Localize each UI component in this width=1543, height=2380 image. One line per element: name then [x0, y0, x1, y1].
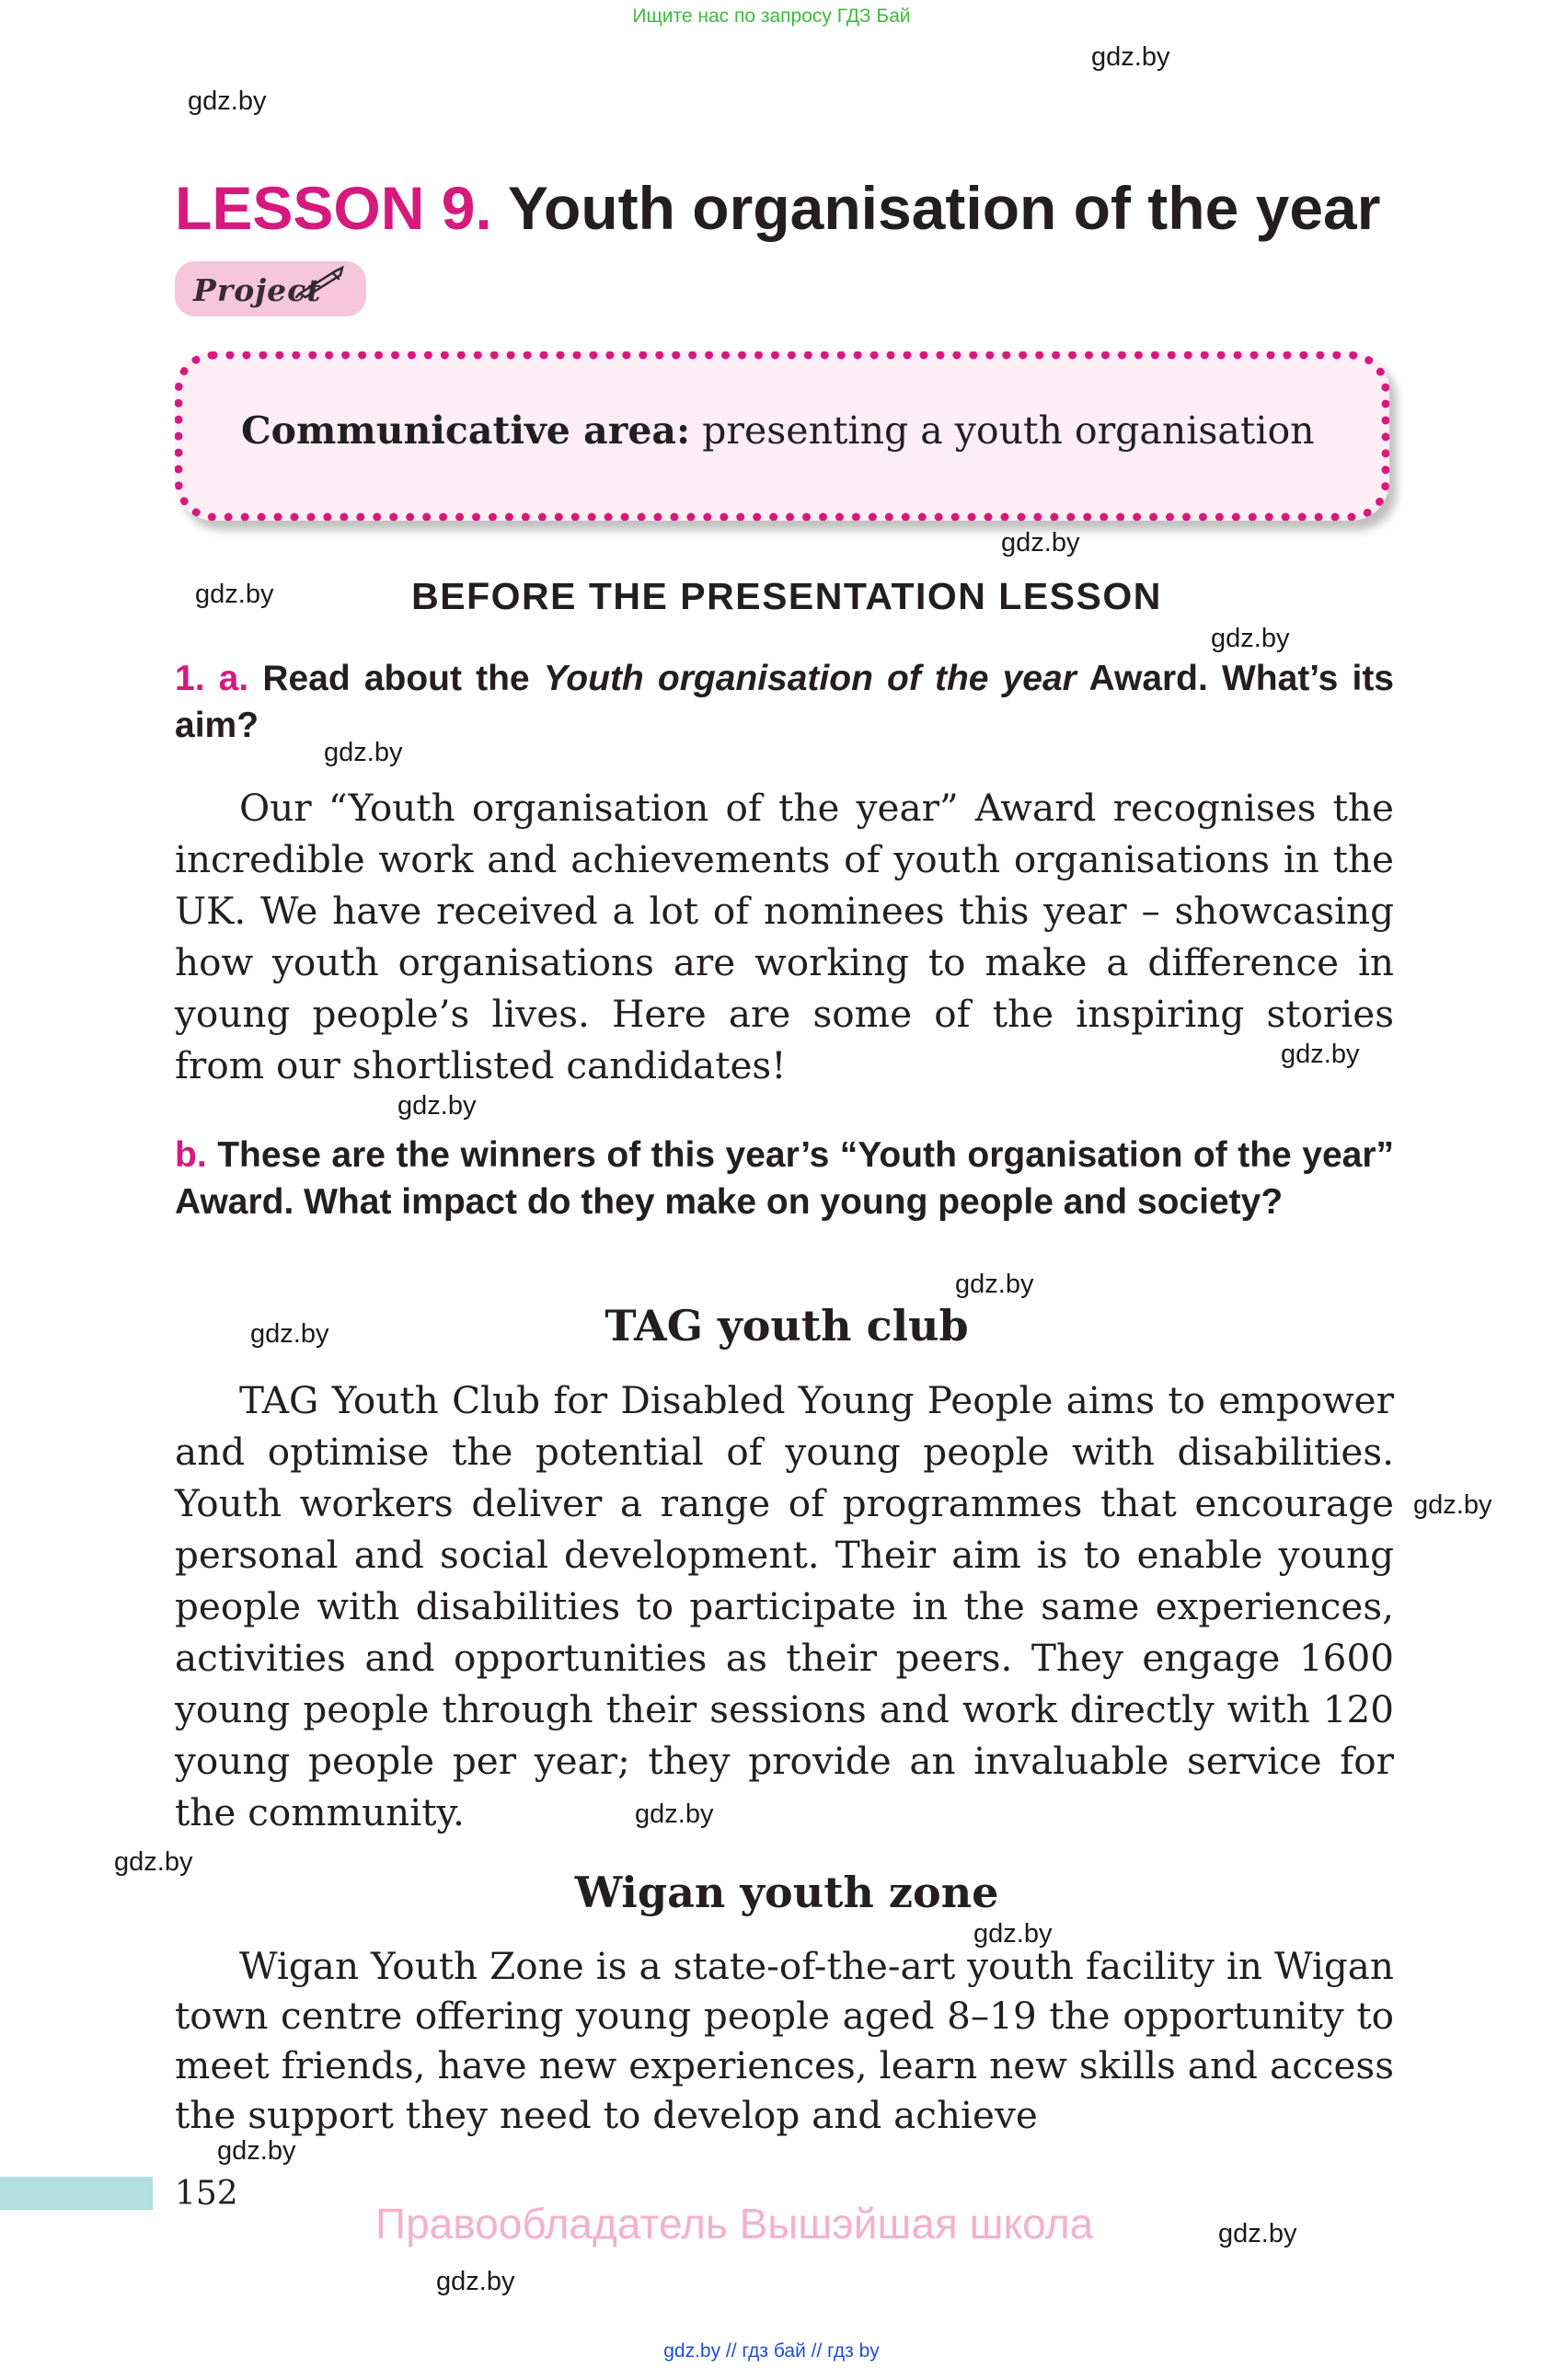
task-1a-text-after: Award. What’s its aim?: [175, 659, 1394, 745]
watermark: gdz.by: [973, 1919, 1053, 1949]
watermark: gdz.by: [1413, 1490, 1492, 1520]
watermark: gdz.by: [397, 1091, 477, 1121]
footer-links[interactable]: gdz.by // гдз бай // гдз by: [663, 2340, 880, 2362]
page-number: 152: [175, 2175, 238, 2213]
task-1a-number: 1. a.: [175, 659, 249, 698]
watermark: gdz.by: [1218, 2219, 1297, 2248]
section-heading: BEFORE THE PRESENTATION LESSON: [411, 575, 1162, 617]
club2-text: Wigan Youth Zone is a state-of-the-art youth facility in Wigan town centre offering young people aged 8–19 the opportunity to meet friends, have new experiences, learn new skills and access the support they need to develop and achieve: [175, 1944, 1394, 2137]
watermark: gdz.by: [114, 1847, 193, 1877]
club2-title: Wigan youth zone: [574, 1868, 999, 1917]
communicative-area-label: Communicative area:: [241, 408, 691, 453]
task-1b-text: These are the winners of this year’s “Youth organisation of the year” Award. What impact do they make on young people and society?: [175, 1135, 1394, 1222]
club1-text: TAG Youth Club for Disabled Young People aims to empower and optimise the potential of young people with disabilities. Youth workers deliver a range of programmes that encourage personal and social development. Their aim is to enable young people with disabilities to participate in the same experiences, activities and opportunities as their peers. They engage 1600 young people through their sessions and work directly with 120 young people per year; they provide an invaluable service for the community.: [175, 1378, 1394, 1834]
lesson-name: Youth organisation of the year: [507, 174, 1381, 242]
task-1a-text-italic: Youth organisation of the year: [543, 659, 1077, 698]
watermark: gdz.by: [1091, 42, 1170, 72]
communicative-area-text: presenting a youth organisation: [690, 408, 1315, 453]
watermark: gdz.by: [1001, 528, 1080, 558]
watermark: gdz.by: [1211, 624, 1290, 653]
intro-paragraph: Our “Youth organisation of the year” Award recognises the incredible work and achievements of youth organisations in the UK. We have received a lot of nominees this year – showcasing how youth organisations are working to make a difference in young people’s lives. Here are some of the inspiring stories from our shortlisted candidates!: [175, 786, 1394, 1087]
watermark: gdz.by: [436, 2267, 515, 2296]
watermark: gdz.by: [217, 2136, 296, 2166]
rights-holder: Правообладатель Вышэйшая школа: [375, 2200, 1094, 2248]
task-1a-text-before: Read about the: [262, 659, 544, 698]
communicative-area: [241, 408, 1315, 453]
top-banner: Ищите нас по запросу ГДЗ Бай: [632, 6, 911, 27]
lesson-number: LESSON 9.: [175, 174, 492, 242]
project-label: Project: [193, 272, 322, 308]
task-1b: [175, 1132, 1394, 1225]
watermark: gdz.by: [195, 580, 274, 609]
club1-title: TAG youth club: [605, 1301, 969, 1351]
watermark: gdz.by: [1281, 1040, 1360, 1069]
task-1a: [175, 655, 1394, 749]
page-tab: [0, 2177, 153, 2210]
watermark: gdz.by: [955, 1270, 1034, 1299]
watermark: gdz.by: [324, 738, 403, 767]
lesson-title: [175, 173, 1380, 243]
pen-icon: [293, 262, 348, 299]
watermark: gdz.by: [188, 86, 267, 116]
watermark: gdz.by: [250, 1319, 329, 1349]
task-1b-number: b.: [175, 1135, 207, 1175]
watermark: gdz.by: [635, 1799, 714, 1829]
